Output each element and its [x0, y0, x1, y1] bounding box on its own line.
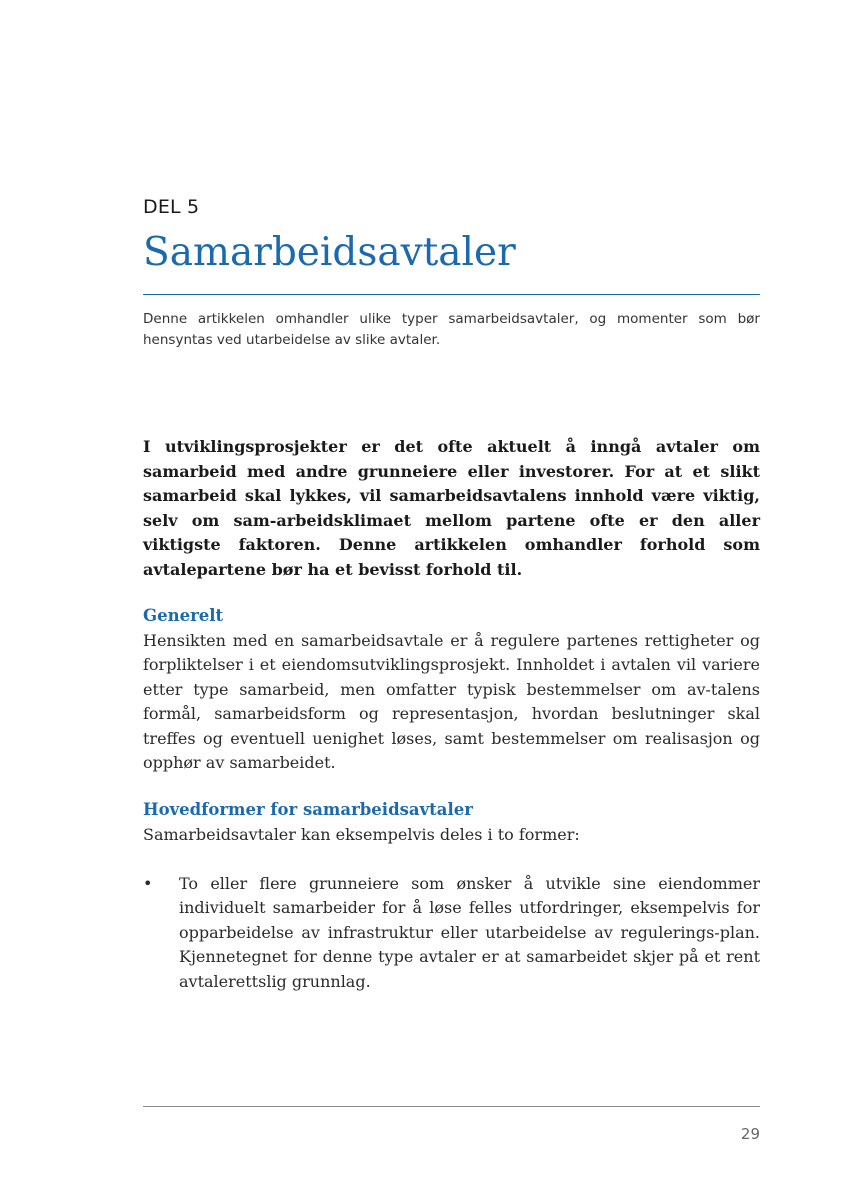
- section-heading: Hovedformer for samarbeidsavtaler: [143, 800, 473, 819]
- part-label: DEL 5: [143, 196, 200, 218]
- bullet-list: [143, 872, 760, 995]
- list-item-text: To eller flere grunneiere som ønsker å utvikle sine eiendommer individuelt samarbeider for å løse felles utfordringer, eksempelvis for opparbeidelse av infrastruktur eller utarbeidelse av regulerings-plan. Kjennetegnet for denne type avtaler er at samarbeidet skjer på et rent avtalerettslig grunnlag.: [179, 873, 760, 991]
- section-generelt: [143, 604, 760, 776]
- section-body: Samarbeidsavtaler kan eksempelvis deles i to former:: [143, 824, 580, 844]
- lead-paragraph: Denne artikkelen omhandler ulike typer samarbeidsavtaler, og momenter som bør hensyntas ved utarbeidelse av slike avtaler.: [143, 311, 760, 348]
- section-hovedformer: [143, 798, 760, 994]
- footer-divider: [143, 1106, 760, 1107]
- page-title: Samarbeidsavtaler: [143, 230, 516, 275]
- page-number: 29: [740, 1125, 760, 1143]
- section-heading: Generelt: [143, 606, 224, 625]
- bullet-icon: •: [143, 873, 153, 893]
- intro-paragraph: I utviklingsprosjekter er det ofte aktuelt å inngå avtaler om samarbeid med andre grunneiere eller investorer. For at et slikt samarbeid skal lykkes, vil samarbeidsavtalens innhold være viktig, selv om sam-arbeidsklimaet mellom partene ofte er den aller viktigste faktoren. Denne artikkelen omhandler forhold som avtalepartene bør ha et bevisst forhold til.: [143, 437, 760, 579]
- list-item: [143, 872, 760, 995]
- section-body: Hensikten med en samarbeidsavtale er å regulere partenes rettigheter og forpliktelser i et eiendomsutviklingsprosjekt. Innholdet i avtalen vil variere etter type samarbeid, men omfatter typisk bestemmelser om av-talens formål, samarbeidsform og representasjon, hvordan beslutninger skal treffes og eventuell uenighet løses, samt bestemmelser om realisasjon og opphør av samarbeidet.: [143, 630, 760, 772]
- title-divider: [143, 294, 760, 295]
